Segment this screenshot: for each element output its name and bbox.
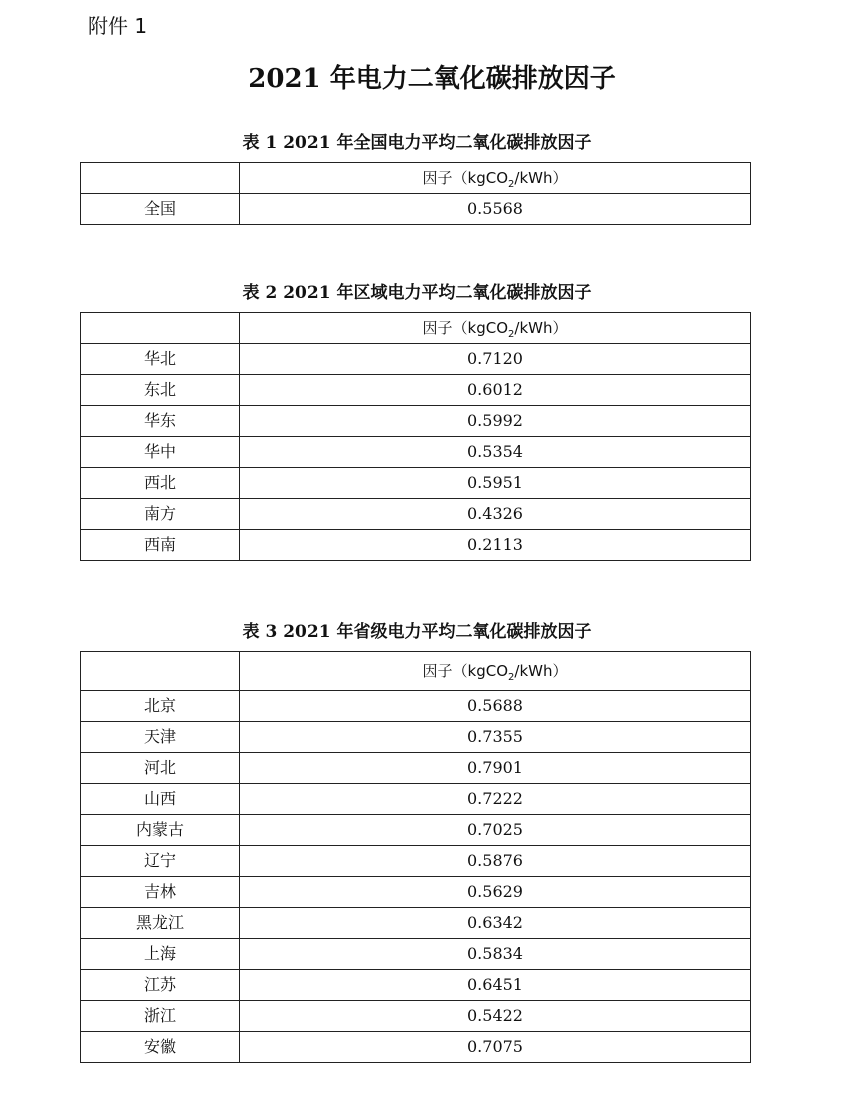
factor-value-cell: 0.2113 xyxy=(240,530,751,561)
factor-value-cell: 0.5834 xyxy=(240,939,751,970)
table-row xyxy=(81,877,751,908)
region-cell: 安徽 xyxy=(81,1032,240,1063)
factor-value-cell: 0.5688 xyxy=(240,691,751,722)
region-cell: 黑龙江 xyxy=(81,908,240,939)
table1-caption: 表 1 2021 年全国电力平均二氧化碳排放因子 xyxy=(242,133,592,153)
factor-value-cell: 0.5951 xyxy=(240,468,751,499)
region-cell: 华北 xyxy=(81,344,240,375)
region-cell: 河北 xyxy=(81,753,240,784)
region-cell: 上海 xyxy=(81,939,240,970)
region-cell: 辽宁 xyxy=(81,846,240,877)
table-row xyxy=(81,784,751,815)
table-row xyxy=(81,375,751,406)
factor-value-cell: 0.6451 xyxy=(240,970,751,1001)
factor-value-cell: 0.4326 xyxy=(240,499,751,530)
region-cell: 华中 xyxy=(81,437,240,468)
factor-value-cell: 0.5992 xyxy=(240,406,751,437)
table-row xyxy=(81,1001,751,1032)
table1-national-factor xyxy=(80,162,751,225)
table-row xyxy=(81,908,751,939)
region-cell: 华东 xyxy=(81,406,240,437)
region-cell: 江苏 xyxy=(81,970,240,1001)
factor-value-cell: 0.5422 xyxy=(240,1001,751,1032)
factor-value-cell: 0.6012 xyxy=(240,375,751,406)
factor-value-cell: 0.5629 xyxy=(240,877,751,908)
table-header-row xyxy=(81,313,751,344)
factor-value-cell: 0.7025 xyxy=(240,815,751,846)
factor-value-cell: 0.7075 xyxy=(240,1032,751,1063)
region-cell: 内蒙古 xyxy=(81,815,240,846)
table-header-row xyxy=(81,163,751,194)
factor-value-cell: 0.7120 xyxy=(240,344,751,375)
table3-provincial-factors xyxy=(80,651,751,1063)
table-row xyxy=(81,691,751,722)
table-row xyxy=(81,530,751,561)
region-cell: 北京 xyxy=(81,691,240,722)
table-row xyxy=(81,815,751,846)
table3-caption: 表 3 2021 年省级电力平均二氧化碳排放因子 xyxy=(242,622,592,642)
factor-value-cell: 0.7901 xyxy=(240,753,751,784)
table-row xyxy=(81,753,751,784)
factor-unit-header: 因子（kgCO$_2$/kWh） xyxy=(240,652,751,691)
table-row xyxy=(81,939,751,970)
factor-value-cell: 0.5354 xyxy=(240,437,751,468)
table-row xyxy=(81,468,751,499)
region-cell: 全国 xyxy=(81,194,240,225)
document-title: 2021 年电力二氧化碳排放因子 xyxy=(248,64,616,94)
factor-unit-header: 因子（kgCO$_2$/kWh） xyxy=(240,163,751,194)
table-row xyxy=(81,722,751,753)
region-cell: 浙江 xyxy=(81,1001,240,1032)
region-cell: 西北 xyxy=(81,468,240,499)
table-row xyxy=(81,499,751,530)
table-row xyxy=(81,437,751,468)
region-cell: 南方 xyxy=(81,499,240,530)
region-cell: 东北 xyxy=(81,375,240,406)
table-row xyxy=(81,846,751,877)
header-blank-cell xyxy=(81,313,240,344)
region-cell: 山西 xyxy=(81,784,240,815)
table2-regional-factors xyxy=(80,312,751,561)
region-cell: 西南 xyxy=(81,530,240,561)
table-row xyxy=(81,344,751,375)
header-blank-cell xyxy=(81,163,240,194)
factor-value-cell: 0.5876 xyxy=(240,846,751,877)
region-cell: 吉林 xyxy=(81,877,240,908)
factor-value-cell: 0.5568 xyxy=(240,194,751,225)
table-header-row xyxy=(81,652,751,691)
factor-unit-header: 因子（kgCO$_2$/kWh） xyxy=(240,313,751,344)
table-row xyxy=(81,194,751,225)
region-cell: 天津 xyxy=(81,722,240,753)
table-row xyxy=(81,406,751,437)
header-blank-cell xyxy=(81,652,240,691)
factor-value-cell: 0.7222 xyxy=(240,784,751,815)
table2-caption: 表 2 2021 年区域电力平均二氧化碳排放因子 xyxy=(242,283,592,303)
factor-value-cell: 0.7355 xyxy=(240,722,751,753)
table-row xyxy=(81,1032,751,1063)
attachment-label: 附件 1 xyxy=(88,14,148,38)
factor-value-cell: 0.6342 xyxy=(240,908,751,939)
table-row xyxy=(81,970,751,1001)
